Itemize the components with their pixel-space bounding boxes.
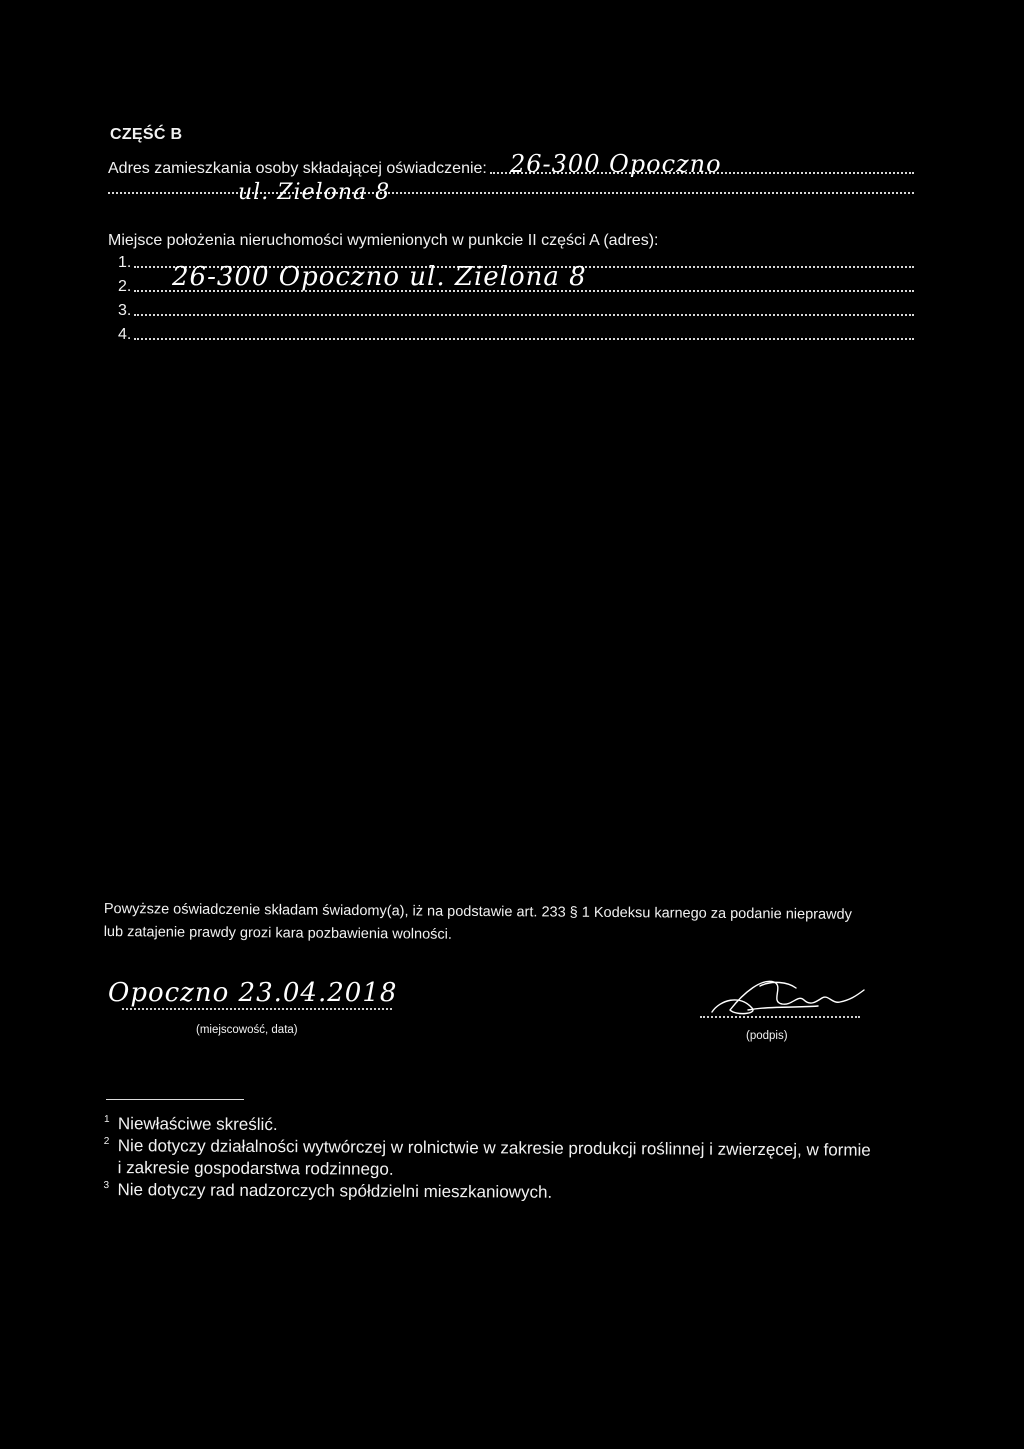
property-dotted-line [134, 338, 914, 340]
residence-address-handwritten-1: 26-300 Opoczno [510, 150, 722, 178]
property-line-number: 3. [118, 302, 132, 319]
declaration-paragraph [104, 898, 924, 950]
signature-graphic [700, 972, 870, 1022]
residence-address-label: Adres zamieszkania osoby składającej oświadczenie: [108, 160, 487, 177]
footnote-3 [105, 1179, 935, 1206]
footnotes [105, 1113, 936, 1206]
footnote-text: Nie dotyczy działalności wytwórczej w rolnictwie w zakresie produkcji roślinnej i zwierzęcej, w formie [117, 1136, 871, 1160]
property-line-3 [118, 302, 914, 320]
declaration-line-1: Powyższe oświadczenie składam świadomy(a), iż na podstawie art. 233 § 1 Kodeksu karnego za podanie nieprawdy [103, 900, 852, 923]
property-location-label: Miejsce położenia nieruchomości wymienionych w punkcie II części A (adres): [108, 232, 659, 249]
residence-address-handwritten-2: ul. Zielona 8 [238, 180, 391, 205]
footnote-mark: 3 [103, 1179, 110, 1192]
property-dotted-line [134, 314, 914, 316]
place-date-caption: (miejscowość, data) [196, 1024, 298, 1036]
property-line-number: 1. [118, 254, 132, 271]
property-line-4 [118, 326, 914, 344]
footnote-separator [106, 1099, 244, 1100]
footnote-mark: 2 [103, 1135, 110, 1148]
footnote-mark: 1 [103, 1113, 110, 1126]
section-heading: CZĘŚĆ B [110, 126, 183, 143]
property-line-number: 2. [118, 278, 132, 295]
declaration-line-2: lub zatajenie prawdy grozi kara pozbawienia wolności. [103, 923, 452, 943]
property-line-number: 4. [118, 326, 132, 343]
place-date-handwritten: Opoczno 23.04.2018 [108, 978, 398, 1008]
residence-address-dotted-line-2 [108, 192, 914, 194]
footnote-text-continued: i zakresie gospodarstwa rodzinnego. [117, 1158, 394, 1179]
footnote-2 [103, 1135, 936, 1184]
footnote-text: Niewłaściwe skreślić. [117, 1114, 278, 1135]
footnote-text: Nie dotyczy rad nadzorczych spółdzielni mieszkaniowych. [117, 1180, 553, 1202]
residence-address-row-2 [108, 192, 914, 198]
property-line-2-handwritten: 26-300 Opoczno ul. Zielona 8 [172, 262, 587, 292]
signature-caption: (podpis) [746, 1030, 788, 1042]
signature-dotted-line [700, 1016, 860, 1018]
place-date-dotted-line [122, 1008, 392, 1010]
